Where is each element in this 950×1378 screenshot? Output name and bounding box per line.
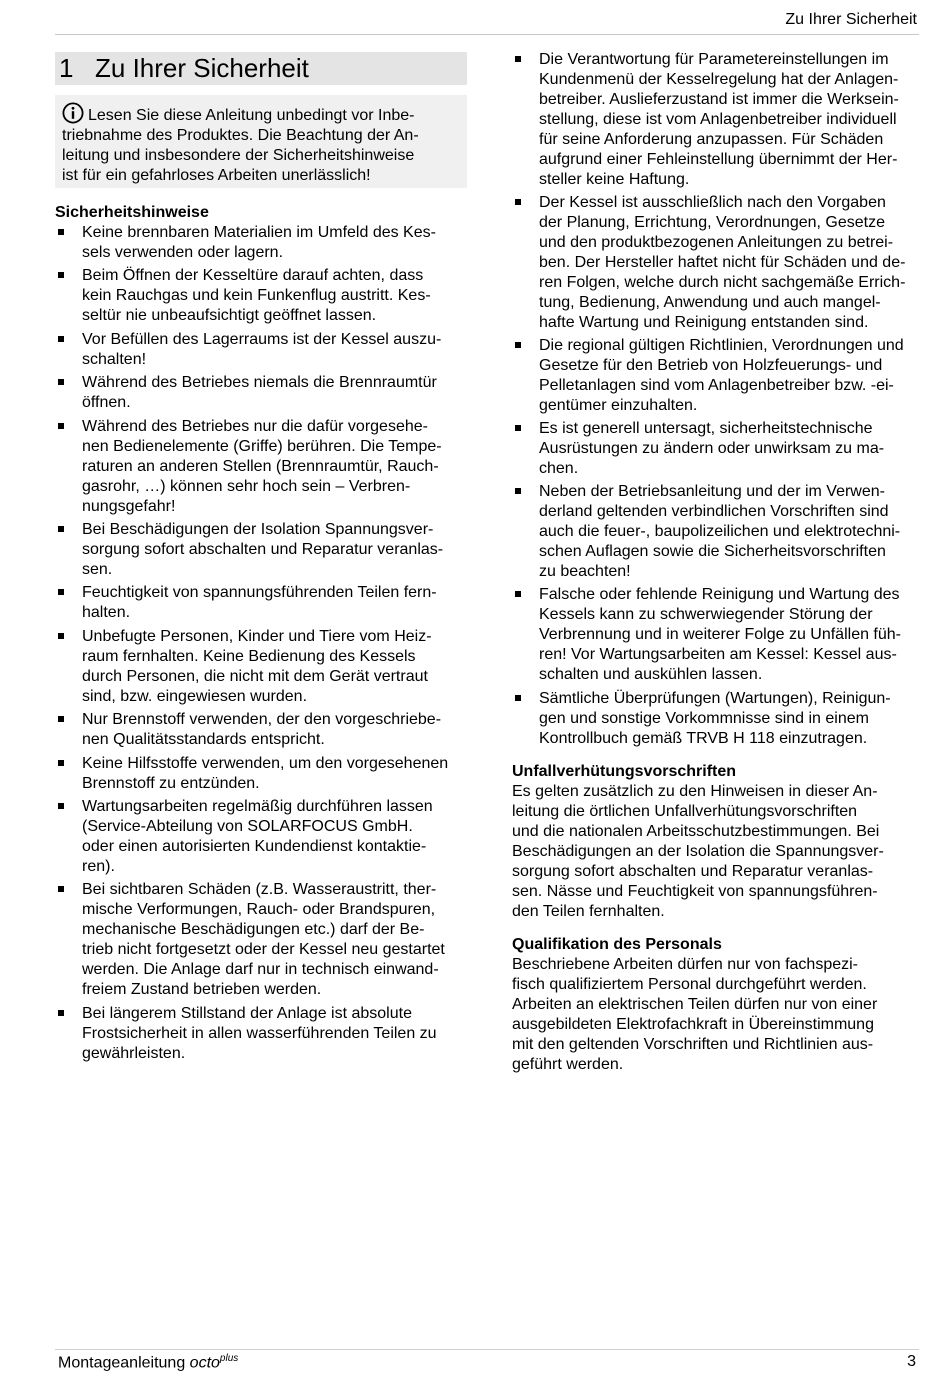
text-line: halten. — [82, 604, 131, 622]
text-line: Es ist generell untersagt, sicherheitstechnische — [539, 420, 873, 438]
safety-item — [55, 754, 467, 794]
list-item-text — [82, 627, 467, 707]
text-line: schalten und auskühlen lassen. — [539, 666, 763, 684]
text-line: der Planung, Errichtung, Verordnungen, Gesetze — [539, 214, 885, 232]
text-line: hafte Wartung und Reinigung entstanden sind. — [539, 314, 869, 332]
responsibility-item — [512, 336, 922, 416]
text-line: mechanische Beschädigungen etc.) darf der Be- — [82, 921, 425, 939]
text-line: Keine Hilfsstoffe verwenden, um den vorgesehenen — [82, 754, 449, 772]
bullet-square-icon — [58, 229, 64, 235]
text-line: Sämtliche Überprüfungen (Wartungen), Reinigun- — [539, 689, 891, 707]
text-line: Frostsicherheit in allen wasserführenden Teilen zu — [82, 1024, 437, 1042]
right-column — [512, 50, 922, 1075]
responsibility-item — [512, 50, 922, 190]
text-line: auch die feuer-, baupolizeilichen und elektrotechni- — [539, 523, 901, 541]
text-line: Beschädigungen an der Isolation die Spannungsver- — [512, 842, 884, 860]
text-line: raturen an anderen Stellen (Brennraumtür, Rauch- — [82, 457, 439, 475]
footer-product-sup: plus — [219, 1353, 239, 1364]
text-line: öffnen. — [82, 394, 131, 412]
text-line: Ausrüstungen zu ändern oder unwirksam zu ma- — [539, 440, 885, 458]
info-icon — [62, 102, 84, 124]
notice-line: Lesen Sie diese Anleitung unbedingt vor Inbe- — [88, 107, 415, 124]
text-line: Bei Beschädigungen der Isolation Spannungsver- — [82, 520, 434, 538]
text-line: nen Bedienelemente (Griffe) berühren. Die Tempe- — [82, 437, 442, 455]
text-line: und den produktbezogenen Anleitungen zu betrei- — [539, 234, 894, 252]
text-line: chen. — [539, 460, 579, 478]
footer-product: octo — [189, 1354, 220, 1372]
text-line: Verbrennung und in weiterer Folge zu Unfällen füh- — [539, 626, 901, 644]
list-item-text — [539, 193, 922, 333]
safety-item — [55, 797, 467, 877]
bullet-square-icon — [58, 589, 64, 595]
list-item-text — [82, 754, 467, 794]
footer-rule — [55, 1349, 919, 1350]
text-line: Die Verantwortung für Parametereinstellungen im — [539, 51, 889, 68]
safety-list — [55, 223, 467, 1064]
safety-item — [55, 373, 467, 413]
text-line: fisch qualifiziertem Personal durchgeführt werden. — [512, 975, 867, 993]
list-item-text — [539, 585, 922, 685]
safety-item — [55, 520, 467, 580]
bullet-square-icon — [58, 423, 64, 429]
list-item-text — [82, 330, 467, 370]
notice-line: triebnahme des Produktes. Die Beachtung der An- — [62, 127, 419, 144]
responsibility-item — [512, 482, 922, 582]
text-line: stellung, diese ist vom Anlagenbetreiber individuell — [539, 111, 897, 128]
accident-heading: Unfallverhütungsvorschriften — [512, 762, 737, 780]
text-line: mit den geltenden Vorschriften und Richtlinien aus- — [512, 1035, 874, 1053]
text-line: gasrohr, …) können sehr hoch sein – Verbren- — [82, 477, 411, 495]
safety-item — [55, 266, 467, 326]
text-line: steller keine Haftung. — [539, 171, 690, 188]
list-item-text — [82, 266, 467, 326]
info-notice — [55, 95, 467, 188]
list-item-text — [82, 880, 467, 1000]
text-line: Brennstoff zu entzünden. — [82, 774, 260, 792]
safety-item — [55, 627, 467, 707]
text-line: Gesetze für den Betrieb von Holzfeuerungs- und — [539, 357, 883, 375]
text-line: oder einen autorisierten Kundendienst kontaktie- — [82, 837, 427, 855]
text-line: seltür nie unbeaufsichtigt geöffnet lassen. — [82, 307, 377, 325]
notice-line: ist für ein gefahrloses Arbeiten unerlässlich! — [62, 167, 371, 184]
text-line: Wartungsarbeiten regelmäßig durchführen lassen — [82, 797, 433, 815]
text-line: Es gelten zusätzlich zu den Hinweisen in dieser An- — [512, 782, 878, 800]
bullet-square-icon — [58, 716, 64, 722]
text-line: ausgebildeten Elektrofachkraft in Übereinstimmung — [512, 1015, 874, 1033]
bullet-square-icon — [58, 526, 64, 532]
text-line: aufgrund einer Fehleinstellung übernimmt der Her- — [539, 151, 898, 168]
text-line: Unbefugte Personen, Kinder und Tiere vom Heiz- — [82, 627, 432, 645]
safety-item — [55, 417, 467, 517]
text-line: gen und sonstige Vorkommnisse sind in einem — [539, 709, 869, 727]
text-line: schalten! — [82, 350, 147, 368]
running-header: Zu Ihrer Sicherheit — [785, 11, 917, 28]
text-line: Während des Betriebes nur die dafür vorgesehe- — [82, 417, 428, 435]
bullet-square-icon — [515, 56, 521, 62]
text-line: mische Verformungen, Rauch- oder Brandspuren, — [82, 901, 436, 919]
list-item-text — [82, 710, 467, 750]
responsibility-list — [512, 50, 922, 749]
list-item-text — [539, 336, 922, 416]
list-item-text — [82, 583, 467, 623]
text-line: ren Folgen, welche durch nicht sachgemäße Errich- — [539, 274, 906, 292]
text-line: ben. Der Hersteller haftet nicht für Schäden und de- — [539, 254, 906, 272]
safety-item — [55, 710, 467, 750]
text-line: betreiber. Auslieferzustand ist immer die Werksein- — [539, 91, 899, 108]
text-line: Die regional gültigen Richtlinien, Verordnungen und — [539, 337, 904, 355]
list-item-text — [82, 797, 467, 877]
text-line: durch Personen, die nicht mit dem Gerät vertraut — [82, 667, 428, 685]
responsibility-item — [512, 585, 922, 685]
bullet-square-icon — [58, 379, 64, 385]
text-line: nungsgefahr! — [82, 497, 176, 515]
list-item-text — [82, 223, 467, 263]
text-line: Während des Betriebes niemals die Brennraumtür — [82, 374, 437, 392]
bullet-square-icon — [515, 591, 521, 597]
bullet-square-icon — [58, 633, 64, 639]
bullet-square-icon — [58, 760, 64, 766]
text-line: Arbeiten an elektrischen Teilen dürfen nur von einer — [512, 995, 878, 1013]
bullet-square-icon — [58, 886, 64, 892]
text-line: schen Auflagen sowie die Sicherheitsvorschriften — [539, 543, 886, 561]
list-item-text — [82, 417, 467, 517]
text-line: zu beachten! — [539, 563, 631, 581]
text-line: nen Qualitätsstandards entspricht. — [82, 731, 325, 749]
text-line: gentümer einzuhalten. — [539, 397, 698, 415]
footer-label: Montageanleitung — [58, 1354, 186, 1372]
list-item-text — [539, 50, 922, 190]
text-line: Falsche oder fehlende Reinigung und Wartung des — [539, 586, 900, 604]
text-line: sorgung sofort abschalten und Reparatur veranlas- — [512, 862, 874, 880]
text-line: Bei längerem Stillstand der Anlage ist absolute — [82, 1004, 412, 1022]
list-item-text — [82, 373, 467, 413]
bullet-square-icon — [515, 695, 521, 701]
chapter-title — [55, 52, 467, 85]
accident-paragraph — [512, 782, 922, 922]
notice-line: leitung und insbesondere der Sicherheitshinweise — [62, 147, 415, 164]
text-line: Neben der Betriebsanleitung und der im Verwen- — [539, 483, 885, 501]
safety-item — [55, 880, 467, 1000]
bullet-square-icon — [515, 199, 521, 205]
notice-text — [62, 102, 461, 186]
page-number: 3 — [907, 1353, 916, 1370]
text-line: tung, Bedienung, Anwendung und auch mangel- — [539, 294, 881, 312]
bullet-square-icon — [515, 488, 521, 494]
text-line: Feuchtigkeit von spannungsführenden Teilen fern- — [82, 584, 437, 602]
text-line: freiem Zustand betrieben werden. — [82, 981, 322, 999]
safety-item — [55, 223, 467, 263]
text-line: ren! Vor Wartungsarbeiten am Kessel: Kessel aus- — [539, 646, 897, 664]
text-line: geführt werden. — [512, 1055, 624, 1073]
chapter-number: 1 — [59, 53, 74, 83]
safety-item — [55, 1004, 467, 1064]
text-line: sels verwenden oder lagern. — [82, 244, 284, 261]
list-item-text — [82, 520, 467, 580]
header-rule — [55, 34, 919, 35]
text-line: derland geltenden verbindlichen Vorschriften sind — [539, 503, 889, 521]
qualification-heading: Qualifikation des Personals — [512, 935, 722, 953]
responsibility-item — [512, 193, 922, 333]
text-line: Kessels kann zu schwerwiegender Störung der — [539, 606, 873, 624]
responsibility-item — [512, 419, 922, 479]
text-line: Nur Brennstoff verwenden, der den vorgeschriebe- — [82, 711, 442, 729]
text-line: sen. — [82, 560, 113, 578]
responsibility-item — [512, 689, 922, 749]
text-line: sind, bzw. eingewiesen wurden. — [82, 687, 308, 705]
text-line: Pelletanlagen sind vom Anlagenbetreiber bzw. -ei- — [539, 377, 894, 395]
text-line: Beim Öffnen der Kesseltüre darauf achten, dass — [82, 267, 424, 285]
text-line: ren). — [82, 857, 115, 875]
list-item-text — [539, 689, 922, 749]
list-item-text — [82, 1004, 467, 1064]
text-line: leitung die örtlichen Unfallverhütungsvorschriften — [512, 802, 858, 820]
bullet-square-icon — [58, 336, 64, 342]
safety-item — [55, 583, 467, 623]
qualification-paragraph — [512, 955, 922, 1075]
text-line: Vor Befüllen des Lagerraums ist der Kessel auszu- — [82, 330, 442, 348]
text-line: (Service-Abteilung von SOLARFOCUS GmbH. — [82, 817, 413, 835]
text-line: gewährleisten. — [82, 1044, 186, 1062]
bullet-square-icon — [58, 1010, 64, 1016]
bullet-square-icon — [58, 803, 64, 809]
text-line: werden. Die Anlage darf nur in technisch einwand- — [82, 961, 439, 979]
left-column — [55, 50, 467, 1067]
text-line: Kontrollbuch gemäß TRVB H 118 einzutragen. — [539, 729, 868, 747]
text-line: Keine brennbaren Materialien im Umfeld des Kes- — [82, 224, 436, 241]
text-line: sen. Nässe und Feuchtigkeit von spannungsführen- — [512, 882, 878, 900]
text-line: sorgung sofort abschalten und Reparatur veranlas- — [82, 540, 444, 558]
text-line: trieb nicht fortgesetzt oder der Kessel neu gestartet — [82, 941, 445, 959]
text-line: Bei sichtbaren Schäden (z.B. Wasseraustritt, ther- — [82, 881, 437, 899]
chapter-title-text: Zu Ihrer Sicherheit — [95, 53, 309, 83]
list-item-text — [539, 482, 922, 582]
text-line: für seine Anforderung anzupassen. Für Schäden — [539, 131, 884, 148]
list-item-text — [539, 419, 922, 479]
text-line: Beschriebene Arbeiten dürfen nur von fachspezi- — [512, 955, 858, 973]
safety-heading: Sicherheitshinweise — [55, 204, 209, 221]
text-line: den Teilen fernhalten. — [512, 902, 665, 920]
safety-item — [55, 330, 467, 370]
bullet-square-icon — [515, 342, 521, 348]
bullet-square-icon — [58, 272, 64, 278]
text-line: und die nationalen Arbeitsschutzbestimmungen. Bei — [512, 822, 880, 840]
text-line: Kundenmenü der Kesselregelung hat der Anlagen- — [539, 71, 899, 88]
bullet-square-icon — [515, 425, 521, 431]
text-line: kein Rauchgas und kein Funkenflug austritt. Kes- — [82, 287, 431, 305]
text-line: Der Kessel ist ausschließlich nach den Vorgaben — [539, 194, 886, 212]
text-line: raum fernhalten. Keine Bedienung des Kessels — [82, 647, 416, 665]
footer-doc-title — [58, 1353, 238, 1372]
